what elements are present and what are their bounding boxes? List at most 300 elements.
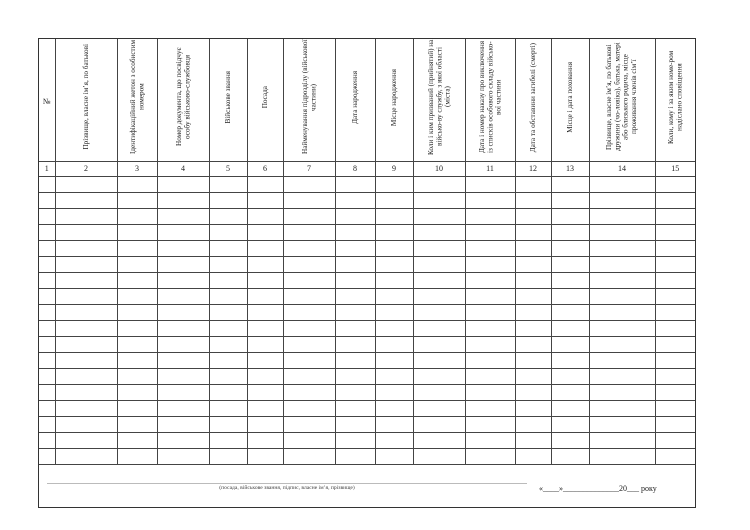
- table-cell[interactable]: [515, 448, 551, 464]
- table-cell[interactable]: [117, 192, 157, 208]
- table-cell[interactable]: [465, 240, 515, 256]
- table-cell[interactable]: [465, 400, 515, 416]
- table-cell[interactable]: [247, 256, 283, 272]
- table-cell[interactable]: [39, 208, 55, 224]
- table-cell[interactable]: [117, 352, 157, 368]
- table-cell[interactable]: [655, 192, 695, 208]
- table-cell[interactable]: [375, 352, 413, 368]
- table-cell[interactable]: [655, 208, 695, 224]
- table-cell[interactable]: [655, 384, 695, 400]
- table-cell[interactable]: [515, 240, 551, 256]
- table-cell[interactable]: [55, 240, 117, 256]
- table-cell[interactable]: [413, 368, 465, 384]
- table-cell[interactable]: [375, 448, 413, 464]
- table-cell[interactable]: [157, 224, 209, 240]
- table-cell[interactable]: [375, 176, 413, 192]
- table-cell[interactable]: [157, 432, 209, 448]
- table-cell[interactable]: [209, 256, 247, 272]
- table-cell[interactable]: [375, 272, 413, 288]
- table-cell[interactable]: [589, 320, 655, 336]
- column-number: 14: [589, 161, 655, 176]
- table-cell[interactable]: [655, 416, 695, 432]
- table-cell[interactable]: [655, 320, 695, 336]
- table-cell[interactable]: [117, 256, 157, 272]
- table-cell[interactable]: [209, 400, 247, 416]
- table-cell[interactable]: [39, 320, 55, 336]
- table-row: [39, 416, 695, 432]
- table-cell[interactable]: [655, 272, 695, 288]
- table-cell[interactable]: [247, 240, 283, 256]
- table-cell[interactable]: [589, 448, 655, 464]
- table-cell[interactable]: [209, 192, 247, 208]
- col-header-3: [117, 39, 157, 161]
- table-cell[interactable]: [655, 352, 695, 368]
- table-cell[interactable]: [589, 352, 655, 368]
- table-cell[interactable]: [375, 288, 413, 304]
- table-cell[interactable]: [413, 400, 465, 416]
- table-cell[interactable]: [283, 208, 335, 224]
- table-cell[interactable]: [515, 288, 551, 304]
- table-cell[interactable]: [551, 432, 589, 448]
- table-cell[interactable]: [55, 208, 117, 224]
- table-cell[interactable]: [117, 208, 157, 224]
- table-cell[interactable]: [157, 384, 209, 400]
- table-cell[interactable]: [655, 368, 695, 384]
- table-cell[interactable]: [589, 304, 655, 320]
- table-cell[interactable]: [655, 176, 695, 192]
- table-cell[interactable]: [117, 336, 157, 352]
- table-cell[interactable]: [515, 272, 551, 288]
- table-cell[interactable]: [117, 384, 157, 400]
- col-header-label: Прізвище, власне ім’я, по батькові дружини (чо-ловіка), батька, матері або близького родича, місце проживання членів сім’ї: [605, 42, 639, 152]
- table-cell[interactable]: [589, 400, 655, 416]
- table-cell[interactable]: [413, 352, 465, 368]
- table-cell[interactable]: [589, 288, 655, 304]
- table-cell[interactable]: [515, 432, 551, 448]
- table-cell[interactable]: [117, 176, 157, 192]
- table-cell[interactable]: [39, 240, 55, 256]
- table-cell[interactable]: [283, 336, 335, 352]
- table-cell[interactable]: [247, 176, 283, 192]
- table-cell[interactable]: [413, 416, 465, 432]
- table-cell[interactable]: [515, 192, 551, 208]
- table-cell[interactable]: [335, 320, 375, 336]
- table-cell[interactable]: [247, 352, 283, 368]
- table-cell[interactable]: [283, 176, 335, 192]
- table-cell[interactable]: [413, 192, 465, 208]
- table-cell[interactable]: [335, 272, 375, 288]
- table-cell[interactable]: [247, 272, 283, 288]
- table-cell[interactable]: [551, 288, 589, 304]
- table-cell[interactable]: [335, 304, 375, 320]
- table-cell[interactable]: [655, 448, 695, 464]
- table-cell[interactable]: [551, 368, 589, 384]
- register-form: [38, 38, 696, 508]
- table-row: [39, 448, 695, 464]
- table-cell[interactable]: [413, 304, 465, 320]
- table-cell[interactable]: [375, 240, 413, 256]
- table-cell[interactable]: [413, 256, 465, 272]
- table-cell[interactable]: [55, 368, 117, 384]
- table-cell[interactable]: [335, 448, 375, 464]
- table-cell[interactable]: [465, 336, 515, 352]
- table-cell[interactable]: [589, 176, 655, 192]
- table-cell[interactable]: [465, 416, 515, 432]
- table-cell[interactable]: [157, 448, 209, 464]
- table-cell[interactable]: [39, 368, 55, 384]
- table-cell[interactable]: [55, 304, 117, 320]
- table-cell[interactable]: [335, 208, 375, 224]
- table-cell[interactable]: [515, 224, 551, 240]
- table-row: [39, 240, 695, 256]
- table-cell[interactable]: [247, 416, 283, 432]
- table-cell[interactable]: [589, 256, 655, 272]
- column-number: 10: [413, 161, 465, 176]
- table-cell[interactable]: [209, 336, 247, 352]
- table-cell[interactable]: [157, 416, 209, 432]
- table-cell[interactable]: [375, 320, 413, 336]
- table-cell[interactable]: [335, 256, 375, 272]
- table-row: [39, 304, 695, 320]
- table-cell[interactable]: [157, 240, 209, 256]
- table-cell[interactable]: [39, 352, 55, 368]
- col-header-label: Місце народження: [389, 68, 398, 126]
- table-cell[interactable]: [515, 176, 551, 192]
- table-cell[interactable]: [515, 304, 551, 320]
- table-cell[interactable]: [655, 336, 695, 352]
- table-cell[interactable]: [55, 224, 117, 240]
- table-cell[interactable]: [551, 336, 589, 352]
- table-cell[interactable]: [117, 368, 157, 384]
- table-cell[interactable]: [283, 272, 335, 288]
- table-cell[interactable]: [413, 224, 465, 240]
- table-cell[interactable]: [413, 240, 465, 256]
- table-cell[interactable]: [157, 352, 209, 368]
- table-cell[interactable]: [335, 176, 375, 192]
- table-cell[interactable]: [375, 208, 413, 224]
- table-cell[interactable]: [335, 336, 375, 352]
- table-cell[interactable]: [283, 192, 335, 208]
- table-cell[interactable]: [39, 448, 55, 464]
- table-cell[interactable]: [209, 288, 247, 304]
- table-cell[interactable]: [551, 320, 589, 336]
- table-cell[interactable]: [515, 352, 551, 368]
- table-cell[interactable]: [283, 240, 335, 256]
- table-cell[interactable]: [209, 448, 247, 464]
- table-cell[interactable]: [283, 304, 335, 320]
- table-cell[interactable]: [413, 448, 465, 464]
- table-cell[interactable]: [283, 368, 335, 384]
- table-cell[interactable]: [247, 368, 283, 384]
- table-cell[interactable]: [55, 384, 117, 400]
- table-cell[interactable]: [515, 416, 551, 432]
- table-cell[interactable]: [375, 368, 413, 384]
- table-cell[interactable]: [465, 288, 515, 304]
- table-cell[interactable]: [39, 176, 55, 192]
- table-cell[interactable]: [209, 384, 247, 400]
- table-cell[interactable]: [117, 272, 157, 288]
- table-cell[interactable]: [465, 256, 515, 272]
- table-cell[interactable]: [655, 400, 695, 416]
- table-cell[interactable]: [209, 224, 247, 240]
- table-cell[interactable]: [39, 288, 55, 304]
- table-cell[interactable]: [515, 400, 551, 416]
- table-cell[interactable]: [655, 224, 695, 240]
- table-cell[interactable]: [335, 224, 375, 240]
- table-cell[interactable]: [551, 416, 589, 432]
- table-cell[interactable]: [55, 400, 117, 416]
- table-cell[interactable]: [55, 416, 117, 432]
- table-cell[interactable]: [551, 352, 589, 368]
- table-cell[interactable]: [39, 336, 55, 352]
- table-cell[interactable]: [589, 384, 655, 400]
- table-cell[interactable]: [247, 224, 283, 240]
- table-cell[interactable]: [551, 272, 589, 288]
- table-cell[interactable]: [515, 208, 551, 224]
- table-cell[interactable]: [209, 272, 247, 288]
- table-cell[interactable]: [247, 304, 283, 320]
- table-cell[interactable]: [283, 224, 335, 240]
- table-cell[interactable]: [283, 288, 335, 304]
- table-cell[interactable]: [551, 240, 589, 256]
- table-cell[interactable]: [465, 352, 515, 368]
- table-cell[interactable]: [117, 448, 157, 464]
- table-cell[interactable]: [39, 304, 55, 320]
- table-cell[interactable]: [157, 336, 209, 352]
- table-cell[interactable]: [283, 400, 335, 416]
- col-header-6: [247, 39, 283, 161]
- table-cell[interactable]: [589, 368, 655, 384]
- signature-caption: (посада, військове звання, підпис, власне ім’я, прізвище): [219, 485, 355, 491]
- table-cell[interactable]: [465, 320, 515, 336]
- date-line: «____»______________20___ року: [539, 484, 657, 493]
- table-cell[interactable]: [157, 256, 209, 272]
- signature-line: [47, 483, 527, 484]
- table-cell[interactable]: [209, 432, 247, 448]
- table-cell[interactable]: [655, 256, 695, 272]
- table-cell[interactable]: [283, 256, 335, 272]
- table-cell[interactable]: [413, 336, 465, 352]
- table-cell[interactable]: [39, 224, 55, 240]
- table-cell[interactable]: [157, 304, 209, 320]
- register-table: [39, 39, 695, 465]
- table-cell[interactable]: [413, 320, 465, 336]
- table-cell[interactable]: [117, 416, 157, 432]
- table-cell[interactable]: [655, 288, 695, 304]
- table-cell[interactable]: [465, 192, 515, 208]
- table-cell[interactable]: [589, 192, 655, 208]
- table-cell[interactable]: [375, 432, 413, 448]
- table-cell[interactable]: [55, 352, 117, 368]
- table-cell[interactable]: [413, 208, 465, 224]
- table-cell[interactable]: [375, 416, 413, 432]
- table-cell[interactable]: [551, 448, 589, 464]
- table-cell[interactable]: [335, 192, 375, 208]
- table-cell[interactable]: [209, 176, 247, 192]
- col-header-label: Ідентифікаційний жетон з особистим номером: [128, 40, 145, 155]
- table-cell[interactable]: [551, 400, 589, 416]
- table-cell[interactable]: [209, 208, 247, 224]
- table-cell[interactable]: [465, 208, 515, 224]
- table-cell[interactable]: [247, 288, 283, 304]
- table-cell[interactable]: [413, 432, 465, 448]
- table-cell[interactable]: [117, 240, 157, 256]
- table-cell[interactable]: [39, 400, 55, 416]
- table-cell[interactable]: [55, 288, 117, 304]
- table-cell[interactable]: [283, 432, 335, 448]
- table-cell[interactable]: [247, 208, 283, 224]
- table-cell[interactable]: [465, 368, 515, 384]
- table-cell[interactable]: [375, 304, 413, 320]
- table-cell[interactable]: [247, 384, 283, 400]
- table-cell[interactable]: [247, 448, 283, 464]
- table-cell[interactable]: [117, 304, 157, 320]
- table-cell[interactable]: [655, 432, 695, 448]
- table-cell[interactable]: [157, 400, 209, 416]
- table-cell[interactable]: [589, 416, 655, 432]
- table-cell[interactable]: [589, 208, 655, 224]
- col-header-label: Дата та обставини загибелі (смерті): [528, 42, 537, 152]
- table-cell[interactable]: [465, 384, 515, 400]
- table-cell[interactable]: [589, 432, 655, 448]
- table-cell[interactable]: [551, 208, 589, 224]
- table-cell[interactable]: [39, 256, 55, 272]
- table-cell[interactable]: [209, 320, 247, 336]
- table-cell[interactable]: [209, 240, 247, 256]
- table-cell[interactable]: [283, 320, 335, 336]
- table-cell[interactable]: [157, 288, 209, 304]
- table-cell[interactable]: [55, 448, 117, 464]
- table-cell[interactable]: [335, 240, 375, 256]
- table-cell[interactable]: [39, 384, 55, 400]
- table-cell[interactable]: [335, 368, 375, 384]
- table-cell[interactable]: [39, 272, 55, 288]
- table-cell[interactable]: [551, 256, 589, 272]
- table-cell[interactable]: [283, 352, 335, 368]
- table-cell[interactable]: [55, 432, 117, 448]
- table-cell[interactable]: [55, 192, 117, 208]
- table-cell[interactable]: [589, 240, 655, 256]
- table-cell[interactable]: [247, 320, 283, 336]
- table-cell[interactable]: [465, 176, 515, 192]
- col-header-label: №: [42, 96, 51, 106]
- table-cell[interactable]: [551, 224, 589, 240]
- col-header-14: [589, 39, 655, 161]
- column-number: 2: [55, 161, 117, 176]
- table-cell[interactable]: [551, 384, 589, 400]
- table-cell[interactable]: [117, 320, 157, 336]
- table-cell[interactable]: [465, 304, 515, 320]
- table-cell[interactable]: [55, 176, 117, 192]
- table-cell[interactable]: [117, 288, 157, 304]
- table-row: [39, 384, 695, 400]
- table-cell[interactable]: [157, 320, 209, 336]
- table-cell[interactable]: [465, 224, 515, 240]
- table-cell[interactable]: [551, 192, 589, 208]
- table-cell[interactable]: [375, 400, 413, 416]
- table-cell[interactable]: [375, 224, 413, 240]
- table-cell[interactable]: [375, 192, 413, 208]
- table-row: [39, 336, 695, 352]
- table-row: [39, 320, 695, 336]
- table-cell[interactable]: [655, 304, 695, 320]
- table-cell[interactable]: [413, 384, 465, 400]
- col-header-label: Найменування підрозділу (військової частини): [300, 40, 317, 155]
- table-cell[interactable]: [335, 384, 375, 400]
- table-cell[interactable]: [655, 240, 695, 256]
- table-cell[interactable]: [55, 336, 117, 352]
- table-cell[interactable]: [117, 400, 157, 416]
- table-cell[interactable]: [589, 336, 655, 352]
- table-cell[interactable]: [157, 272, 209, 288]
- table-cell[interactable]: [551, 176, 589, 192]
- table-cell[interactable]: [117, 432, 157, 448]
- table-cell[interactable]: [465, 432, 515, 448]
- table-cell[interactable]: [39, 416, 55, 432]
- header-row: [39, 39, 695, 161]
- table-cell[interactable]: [209, 304, 247, 320]
- table-cell[interactable]: [283, 416, 335, 432]
- table-cell[interactable]: [55, 256, 117, 272]
- table-cell[interactable]: [157, 368, 209, 384]
- table-cell[interactable]: [465, 448, 515, 464]
- table-cell[interactable]: [515, 320, 551, 336]
- table-cell[interactable]: [335, 288, 375, 304]
- table-cell[interactable]: [55, 320, 117, 336]
- table-cell[interactable]: [589, 224, 655, 240]
- table-row: [39, 256, 695, 272]
- table-cell[interactable]: [117, 224, 157, 240]
- table-cell[interactable]: [413, 272, 465, 288]
- table-cell[interactable]: [335, 432, 375, 448]
- column-number: 5: [209, 161, 247, 176]
- column-number-row: [39, 161, 695, 176]
- table-cell[interactable]: [515, 368, 551, 384]
- table-cell[interactable]: [157, 176, 209, 192]
- table-cell[interactable]: [335, 352, 375, 368]
- table-cell[interactable]: [589, 272, 655, 288]
- table-cell[interactable]: [39, 192, 55, 208]
- table-cell[interactable]: [283, 384, 335, 400]
- table-cell[interactable]: [157, 208, 209, 224]
- table-cell[interactable]: [247, 432, 283, 448]
- table-cell[interactable]: [375, 336, 413, 352]
- table-cell[interactable]: [515, 336, 551, 352]
- table-cell[interactable]: [551, 304, 589, 320]
- table-cell[interactable]: [39, 432, 55, 448]
- table-cell[interactable]: [247, 192, 283, 208]
- table-row: [39, 224, 695, 240]
- table-cell[interactable]: [515, 384, 551, 400]
- table-cell[interactable]: [335, 416, 375, 432]
- register-body: [39, 161, 695, 464]
- table-cell[interactable]: [283, 448, 335, 464]
- table-cell[interactable]: [55, 272, 117, 288]
- table-cell[interactable]: [209, 416, 247, 432]
- table-cell[interactable]: [413, 288, 465, 304]
- table-cell[interactable]: [375, 384, 413, 400]
- table-cell[interactable]: [247, 336, 283, 352]
- table-cell[interactable]: [157, 192, 209, 208]
- table-cell[interactable]: [515, 256, 551, 272]
- table-cell[interactable]: [335, 400, 375, 416]
- table-cell[interactable]: [209, 352, 247, 368]
- table-cell[interactable]: [247, 400, 283, 416]
- table-cell[interactable]: [465, 272, 515, 288]
- table-cell[interactable]: [375, 256, 413, 272]
- table-cell[interactable]: [413, 176, 465, 192]
- table-cell[interactable]: [209, 368, 247, 384]
